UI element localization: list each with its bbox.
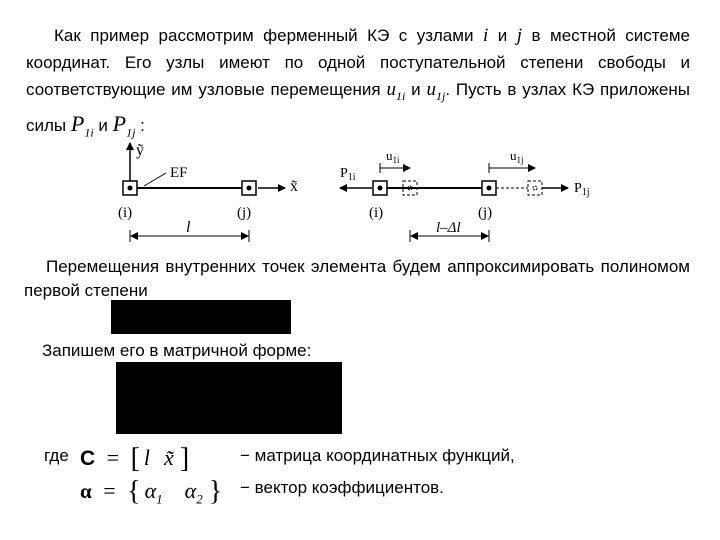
matrix-form-text: Запишем его в матричной форме: bbox=[42, 341, 312, 360]
matrix-form-intro bbox=[42, 337, 706, 364]
c-element-l: l bbox=[143, 445, 151, 470]
node-j-deformed-dot bbox=[487, 186, 492, 191]
alpha-1-subscript: 1 bbox=[156, 491, 163, 507]
formula-c bbox=[80, 441, 189, 473]
node-j-displaced-dot bbox=[533, 186, 537, 190]
p1i-letter: P bbox=[70, 110, 85, 136]
node-j-displaced-box bbox=[528, 181, 542, 195]
disp-i-letter: u bbox=[386, 148, 393, 163]
alpha-right-brace: } bbox=[208, 476, 223, 507]
node-j-label: (j) bbox=[237, 205, 252, 221]
disp-j-label bbox=[510, 148, 524, 165]
alpha-vector-description: − вектор коэффициентов. bbox=[240, 478, 444, 497]
p1j-subscript: 1j bbox=[126, 125, 136, 140]
load-right-label bbox=[574, 181, 590, 198]
intro-paragraph bbox=[26, 22, 690, 146]
intro-and-3: и bbox=[93, 115, 113, 135]
load-right-subscript: 1j bbox=[581, 187, 590, 198]
x-axis-label: x̃ bbox=[290, 178, 298, 195]
p1j-symbol bbox=[112, 110, 136, 140]
deformed-length-label: l–Δl bbox=[436, 220, 461, 236]
approximation-paragraph bbox=[24, 255, 690, 303]
disp-i-label bbox=[386, 148, 400, 165]
loaded-element bbox=[340, 148, 590, 242]
alpha-left-brace: { bbox=[127, 476, 141, 507]
c-right-bracket: ] bbox=[179, 443, 190, 474]
undeformed-element bbox=[118, 142, 298, 242]
u1j-letter: u bbox=[426, 79, 436, 100]
node-i-dot bbox=[128, 186, 133, 191]
length-label: l bbox=[186, 219, 191, 236]
where-word: где bbox=[44, 446, 69, 465]
disp-j-subscript: 1j bbox=[516, 155, 524, 165]
ef-leader bbox=[144, 173, 166, 186]
redacted-polynomial-formula bbox=[111, 300, 291, 334]
ef-label: EF bbox=[170, 165, 188, 181]
p1j-letter: P bbox=[112, 110, 127, 136]
intro-text-4: : bbox=[135, 115, 145, 135]
p1i-subscript: 1i bbox=[84, 125, 94, 140]
node-j-symbol: j bbox=[516, 25, 523, 46]
node-i-symbol: i bbox=[482, 25, 489, 46]
y-axis-label: ỹ bbox=[136, 142, 144, 159]
c-matrix-symbol: C bbox=[80, 447, 96, 470]
c-left-bracket: [ bbox=[130, 443, 140, 474]
redacted-matrix-formula bbox=[116, 362, 342, 434]
disp-j-letter: u bbox=[510, 148, 517, 163]
intro-and-2: и bbox=[405, 80, 427, 99]
alpha-2-subscript: 2 bbox=[196, 491, 203, 507]
u1i-subscript: 1i bbox=[395, 88, 406, 103]
u1i-letter: u bbox=[386, 79, 396, 100]
p1i-symbol bbox=[70, 110, 94, 140]
load-left-label bbox=[340, 166, 356, 183]
load-left-letter: P bbox=[340, 166, 348, 181]
formula-alpha bbox=[80, 474, 222, 507]
load-left-subscript: 1i bbox=[347, 172, 356, 183]
node-j-dot bbox=[247, 186, 252, 191]
u1i-symbol bbox=[386, 79, 406, 103]
c-element-x: x̃ bbox=[164, 445, 174, 470]
node-i-label: (i) bbox=[118, 205, 133, 221]
node-j-deformed-label: (j) bbox=[478, 205, 493, 221]
alpha-equals: = bbox=[103, 478, 116, 503]
c-equals: = bbox=[106, 445, 120, 470]
load-right-letter: P bbox=[574, 181, 582, 196]
alpha-2-letter: α bbox=[184, 478, 197, 503]
disp-i-subscript: 1i bbox=[392, 155, 400, 165]
alpha-vector-symbol: α bbox=[80, 479, 92, 503]
approximation-text: Перемещения внутренних точек элемента будем аппроксимировать полиномом первой степени bbox=[24, 257, 690, 300]
intro-text-3: . Пусть в узлах КЭ приложены силы bbox=[26, 80, 690, 135]
node-i-deformed-label: (i) bbox=[369, 205, 384, 221]
intro-text-1: Как пример рассмотрим ферменный КЭ с узлами bbox=[54, 26, 483, 45]
intro-and-1: и bbox=[488, 26, 517, 45]
u1j-subscript: 1j bbox=[435, 88, 446, 103]
intro-text-2: в местной системе координат. Его узлы имеют по одной поступательной степени свободы и соответствующие им узловые перемещения bbox=[26, 26, 690, 99]
node-i-deformed-dot bbox=[378, 186, 383, 191]
alpha-1-letter: α bbox=[144, 478, 157, 503]
c-matrix-description: − матрица координатных функций, bbox=[240, 446, 515, 465]
truss-element-diagram bbox=[110, 135, 610, 250]
u1j-symbol bbox=[426, 79, 446, 103]
